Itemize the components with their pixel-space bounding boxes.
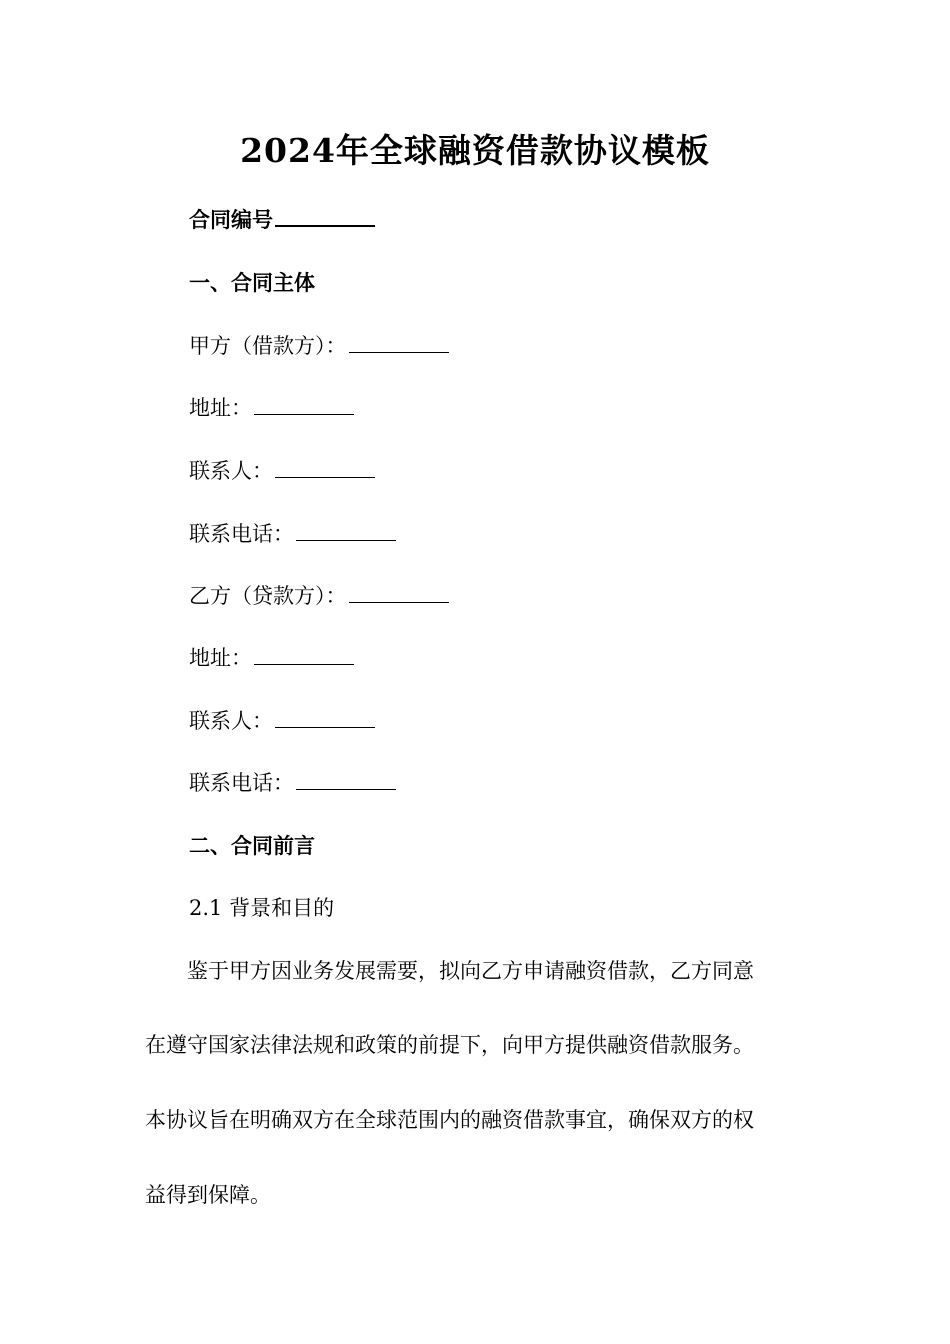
- party-a-address-line: [189, 393, 354, 423]
- party-b-phone-label: 联系电话：: [189, 771, 294, 795]
- party-b-phone-line: [189, 768, 396, 798]
- paragraph-line: 在遵守国家法律法规和政策的前提下，向甲方提供融资借款服务。: [145, 1033, 754, 1057]
- party-a-line: [189, 331, 449, 361]
- contract-number-label: 合同编号: [189, 207, 273, 232]
- party-a-blank[interactable]: [349, 332, 449, 353]
- contract-number-blank[interactable]: [275, 205, 375, 227]
- party-a-contact-line: [189, 456, 375, 486]
- document-title: 2024年全球融资借款协议模板: [240, 131, 710, 170]
- party-a-phone-blank[interactable]: [296, 520, 396, 541]
- party-a-contact-blank[interactable]: [275, 457, 375, 478]
- party-b-contact-blank[interactable]: [275, 707, 375, 728]
- party-b-contact-line: [189, 706, 375, 736]
- section-2-heading: 二、合同前言: [189, 833, 315, 858]
- party-a-address-blank[interactable]: [254, 394, 354, 415]
- paragraph-line: 鉴于甲方因业务发展需要，拟向乙方申请融资借款，乙方同意: [145, 959, 754, 983]
- party-a-phone-line: [189, 519, 396, 549]
- paragraph-line: 本协议旨在明确双方在全球范围内的融资借款事宜，确保双方的权: [145, 1108, 754, 1132]
- party-a-address-label: 地址：: [189, 396, 252, 420]
- section-1-heading: 一、合同主体: [189, 270, 315, 295]
- party-a-label: 甲方（借款方）：: [189, 334, 347, 358]
- paragraph-line: 益得到保障。: [145, 1183, 271, 1207]
- subsection-2-1-heading: 2.1 背景和目的: [189, 896, 335, 920]
- contract-number-line: [189, 205, 375, 235]
- party-b-address-line: [189, 643, 354, 673]
- party-b-label: 乙方（贷款方）：: [189, 584, 347, 608]
- party-b-address-label: 地址：: [189, 646, 252, 670]
- party-a-phone-label: 联系电话：: [189, 522, 294, 546]
- party-b-contact-label: 联系人：: [189, 709, 273, 733]
- party-b-blank[interactable]: [349, 582, 449, 603]
- party-b-address-blank[interactable]: [254, 644, 354, 665]
- party-a-contact-label: 联系人：: [189, 459, 273, 483]
- party-b-line: [189, 581, 449, 611]
- party-b-phone-blank[interactable]: [296, 769, 396, 790]
